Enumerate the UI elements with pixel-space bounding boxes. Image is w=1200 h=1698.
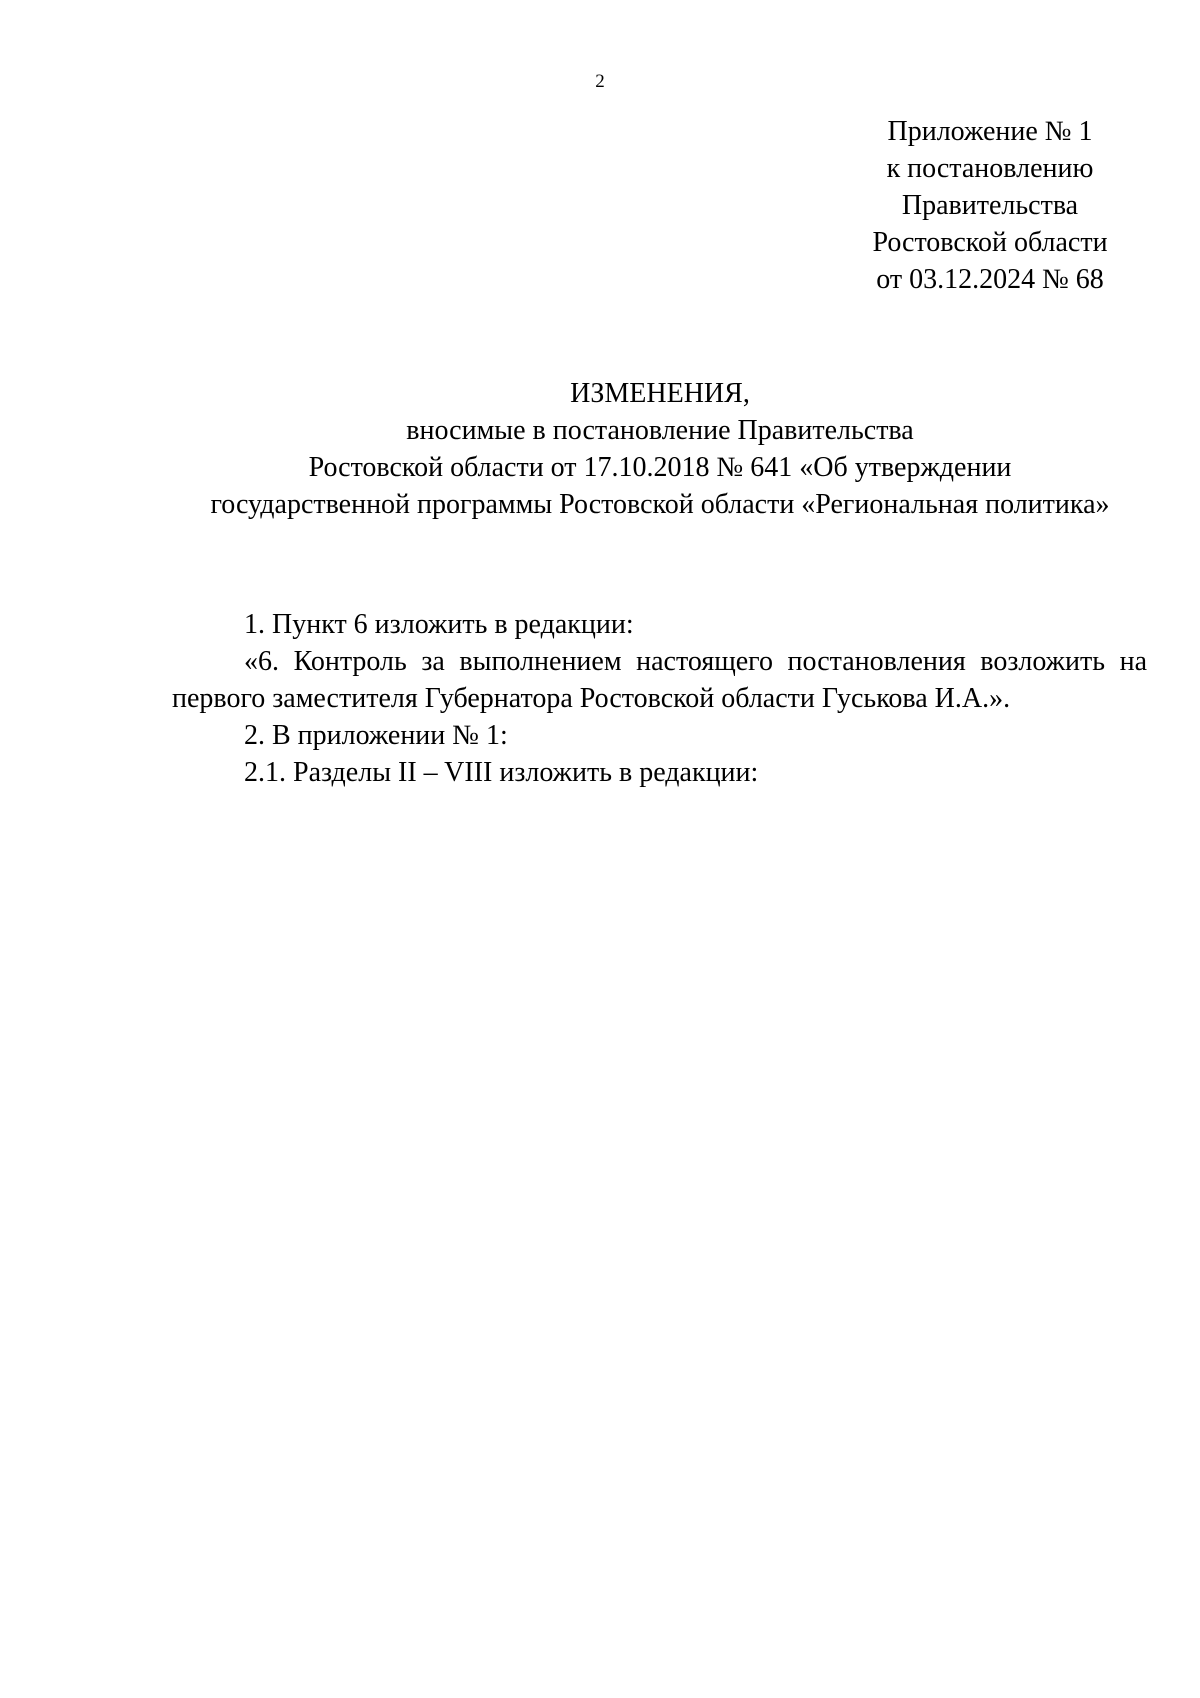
appendix-line-1: Приложение № 1	[887, 116, 1093, 147]
appendix-line-2: к постановлению	[886, 153, 1094, 184]
title-subline-1: вносимые в постановление Правительства	[406, 415, 914, 446]
paragraph-1: 1. Пункт 6 изложить в редакции:	[244, 609, 634, 640]
document-body	[172, 606, 1147, 791]
document-title-block	[130, 375, 1190, 523]
appendix-line-3: Правительства	[901, 190, 1079, 221]
document-title: ИЗМЕНЕНИЯ,	[570, 378, 750, 409]
appendix-header	[840, 113, 1140, 298]
paragraph-3: 2. В приложении № 1:	[244, 720, 508, 751]
page-number: 2	[595, 71, 605, 92]
appendix-date-number: от 03.12.2024 № 68	[876, 264, 1104, 295]
paragraph-4: 2.1. Разделы II – VIII изложить в редакции:	[244, 757, 759, 788]
paragraph-2-quote: «6. Контроль за выполнением настоящего постановления возложить на первого заместителя Губернатора Ростовской области Гуськова И.А.».	[172, 646, 1147, 714]
appendix-line-4: Ростовской области	[872, 227, 1108, 258]
title-subline-3: государственной программы Ростовской области «Региональная политика»	[210, 489, 1110, 520]
title-subline-2: Ростовской области от 17.10.2018 № 641 «Об утверждении	[308, 452, 1012, 483]
